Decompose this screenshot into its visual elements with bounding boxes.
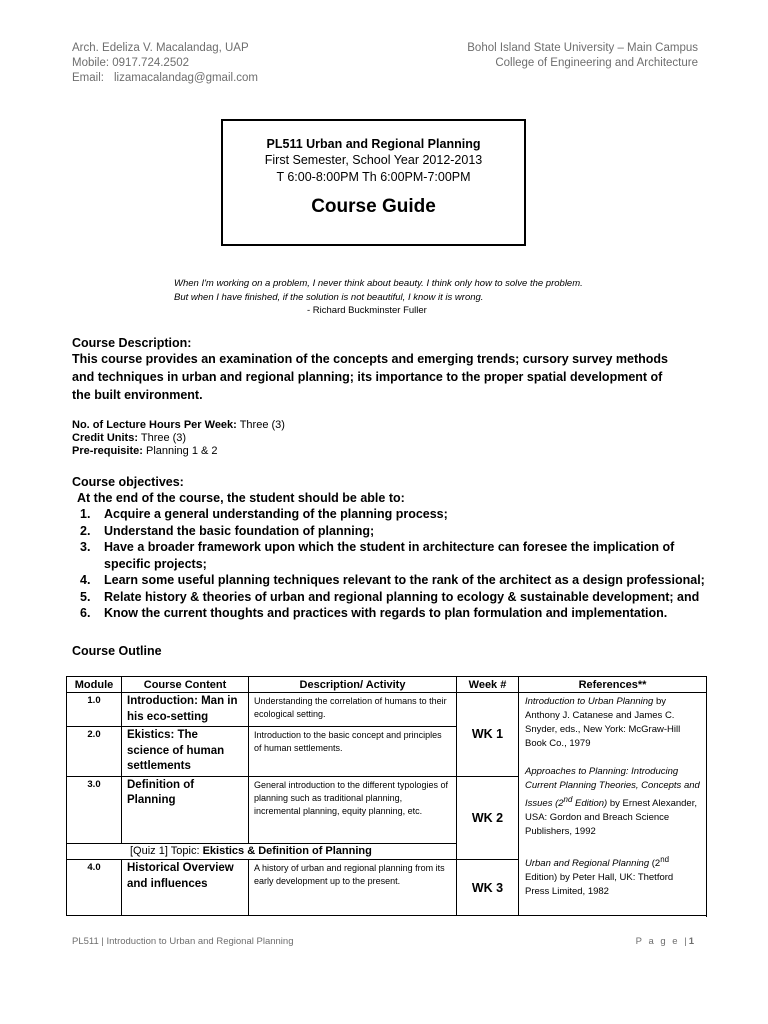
description-text: This course provides an examination of the concepts and emerging trends; cursory survey methods and techniques in urban and regional planning; its importance to the proper spatial development of the built environment.	[72, 352, 668, 402]
reference-item	[525, 695, 700, 751]
course-name: PL511 Urban and Regional Planning	[266, 137, 481, 151]
lecture-hours-value: Three (3)	[236, 419, 285, 431]
reference-title-part: Approaches to Planning: Introducing Current Planning Theories, Concepts and Issues (2	[525, 766, 700, 810]
week-cell: WK 2	[457, 776, 519, 860]
course-outline-table	[66, 676, 707, 916]
author-name: Arch. Edeliza V. Macalandag, UAP	[72, 42, 249, 54]
page-title: Course Guide	[311, 196, 436, 217]
college-name: College of Engineering and Architecture	[495, 57, 698, 69]
list-item	[72, 506, 712, 523]
reference-title: Urban and Regional Planning	[525, 858, 650, 870]
module-content: Definition of Planning	[122, 776, 249, 844]
table-header-row	[67, 677, 707, 693]
list-item-number: 4.	[80, 573, 91, 587]
quote-author: - Richard Buckminster Fuller	[307, 305, 427, 316]
objectives-list	[72, 506, 712, 622]
table-row	[67, 693, 707, 727]
column-header-content: Course Content	[122, 677, 249, 693]
list-item-number: 1.	[80, 507, 91, 521]
column-header-references: References**	[519, 677, 707, 693]
column-header-week: Week #	[457, 677, 519, 693]
module-number: 1.0	[67, 693, 122, 727]
credit-units-label: Credit Units:	[72, 432, 138, 444]
email-label: Email:	[72, 72, 104, 84]
module-description: Introduction to the basic concept and principles of human settlements.	[249, 727, 457, 777]
page-label: P a g e |	[635, 936, 689, 947]
module-number: 2.0	[67, 727, 122, 777]
footer-course-title: PL511 | Introduction to Urban and Regional Planning	[72, 936, 294, 947]
quiz-cell	[67, 844, 457, 860]
reference-details: by Ernest Alexander, USA: Gordon and Breach Science Publishers, 1992	[525, 798, 697, 838]
reference-item	[525, 765, 700, 839]
course-schedule: T 6:00-8:00PM Th 6:00PM-7:00PM	[276, 170, 471, 184]
quiz-topic-label: Topic:	[167, 845, 203, 858]
list-item-number: 3.	[80, 540, 91, 554]
quiz-label: [Quiz 1]	[130, 845, 168, 858]
list-item-text: Have a broader framework upon which the student in architecture can foresee the implication of specific projects;	[104, 540, 675, 571]
reference-details: (2	[649, 858, 661, 870]
prerequisite-label: Pre-requisite:	[72, 445, 143, 457]
outline-heading: Course Outline	[72, 644, 162, 658]
quiz-topic: Ekistics & Definition of Planning	[202, 845, 372, 858]
module-content: Introduction: Man in his eco-setting	[122, 693, 249, 727]
list-item-number: 5.	[80, 589, 91, 604]
author-email-line	[72, 71, 258, 86]
module-description: General introduction to the different typologies of planning such as traditional planning, incremental planning, equity planning, etc.	[249, 776, 457, 844]
module-description: Understanding the correlation of humans to their ecological setting.	[249, 693, 457, 727]
list-item-text: Learn some useful planning techniques relevant to the rank of the architect as a design professional;	[104, 573, 705, 587]
module-description: A history of urban and regional planning from its early development up to the present.	[249, 860, 457, 916]
list-item-number: 2.	[80, 523, 91, 538]
list-item	[72, 605, 712, 622]
credit-units-line	[72, 431, 186, 445]
column-header-module: Module	[67, 677, 122, 693]
week-cell: WK 1	[457, 693, 519, 777]
list-item-text: Relate history & theories of urban and regional planning to ecology & sustainable development; and	[104, 589, 700, 604]
page-number: 1	[688, 936, 696, 947]
lecture-hours-line	[72, 418, 285, 432]
credit-units-value: Three (3)	[138, 432, 187, 444]
course-title-box	[221, 119, 526, 246]
module-content: Historical Overview and influences	[122, 860, 249, 916]
list-item-text: Know the current thoughts and practices with regards to plan formulation and implementation.	[104, 606, 668, 620]
module-number: 4.0	[67, 860, 122, 916]
author-mobile: Mobile: 0917.724.2502	[72, 57, 190, 69]
reference-title-part: Edition)	[572, 798, 608, 810]
list-item-text: Acquire a general understanding of the planning process;	[104, 507, 448, 521]
objectives-heading: Course objectives:	[72, 475, 184, 489]
module-content: Ekistics: The science of human settlements	[122, 727, 249, 777]
header-author-block	[72, 41, 258, 86]
list-item	[72, 539, 712, 572]
reference-superscript: nd	[660, 855, 670, 865]
quote-text: When I'm working on a problem, I never think about beauty. I think only how to solve the problem. But when I have finished, if the solution is not beautiful, I know it is wrong.	[174, 278, 583, 303]
objectives-intro: At the end of the course, the student should be able to:	[77, 491, 405, 505]
list-item	[72, 523, 712, 540]
footer-page-number	[636, 936, 696, 947]
university-name: Bohol Island State University – Main Campus	[467, 42, 698, 54]
list-item-text: Understand the basic foundation of planning;	[104, 523, 375, 538]
reference-superscript: nd	[563, 795, 573, 804]
reference-item	[525, 853, 700, 899]
description-heading: Course Description:	[72, 336, 192, 350]
header-institution-block	[467, 41, 698, 71]
reference-title: Introduction to Urban Planning	[525, 696, 654, 707]
reference-details: Edition) by Peter Hall, UK: Thetford Press Limited, 1982	[525, 872, 674, 898]
references-cell	[519, 693, 707, 916]
epigraph-quote	[174, 277, 594, 318]
module-number: 3.0	[67, 776, 122, 844]
list-item-number: 6.	[80, 606, 91, 620]
column-header-description: Description/ Activity	[249, 677, 457, 693]
list-item	[72, 589, 712, 606]
course-semester: First Semester, School Year 2012-2013	[264, 153, 483, 167]
author-email: lizamacalandag@gmail.com	[114, 72, 258, 84]
lecture-hours-label: No. of Lecture Hours Per Week:	[72, 419, 237, 431]
week-cell: WK 3	[457, 860, 519, 916]
prerequisite-value: Planning 1 & 2	[142, 445, 218, 457]
reference-details: by Anthony J. Catanese and James C. Snyder, eds., New York: McGraw-Hill Book Co., 1979	[525, 696, 681, 749]
prerequisite-line	[72, 444, 218, 458]
list-item	[72, 572, 712, 589]
